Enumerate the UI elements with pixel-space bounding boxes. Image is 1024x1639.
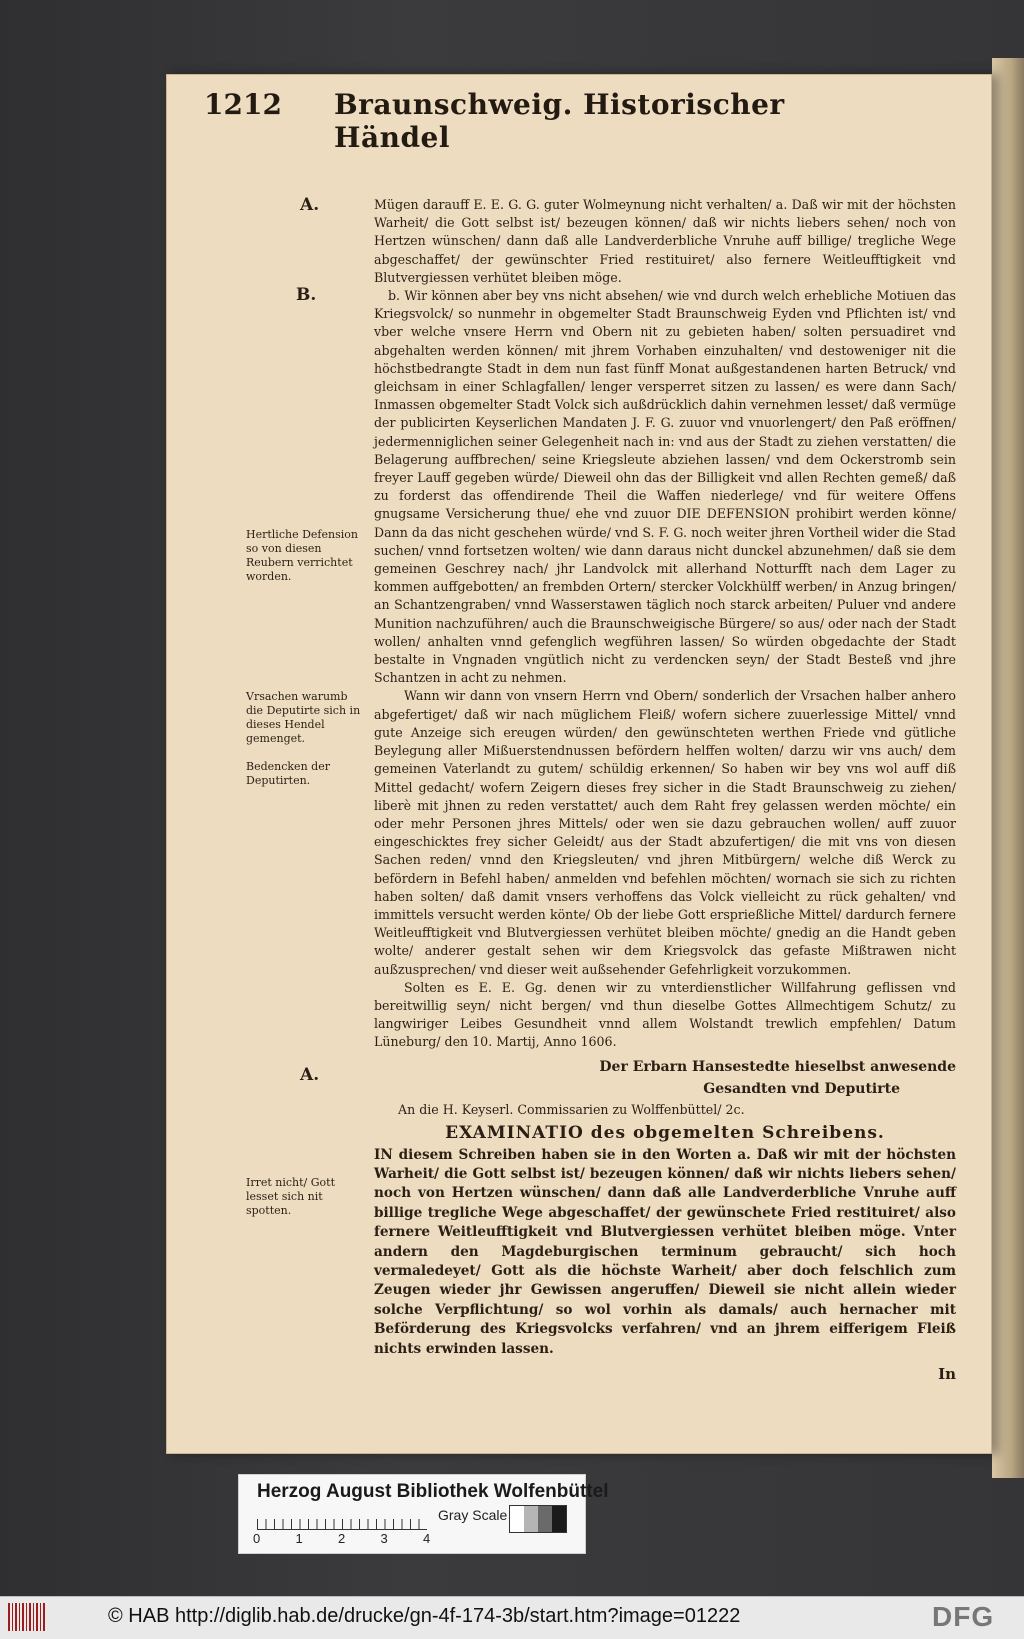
- examinatio-paragraph: IN diesem Schreiben haben sie in den Worten a. Daß wir mit der höchsten Warheit/ die Gott selbst ist/ bezeugen können/ daß wir nichts liebers sehen/ noch von Hertzen wünschen/ dann daß alle Landverderbliche Vnruhe auff billige tregliche Wege abgeschaffet/ der gewünschete Fried restituiret/ also fernere Weitleufftigkeit vnd Blutvergiessen verhütet bleiben möge. Vnter andern den Magdeburgischen terminum gebraucht/ sich hoch vermaledeyet/ Gott als die höchste Warheit/ aber doch felschlich zum Zeugen wieder jhr Gewissen angeruffen/ Dieweil sie nicht allein wieder solche Verpflichtung/ so wol vorhin als damals/ auch hernacher mit Beförderung des Kriegsvolcks verfahren/ vnd an jhrem eifferigem Fleiß nichts erwinden lassen.: [374, 1146, 956, 1357]
- section-title: EXAMINATIO des obgemelten Schreibens.: [445, 1122, 885, 1143]
- paragraph-wann: Wann wir dann von vnsern Herrn vnd Obern/ sonderlich der Vrsachen halber anhero abgefertiget/ daß wir nach müglichem Fleiß/ wofern sichere zuuerlessige Mittel/ vnnd gute Anzeige sich ereugen würden/ den gewünschteten werthen Friede vnd gütliche Beylegung aller Mißuerstendnussen befördern helffen wolten/ darzu wir vns auch/ dem gemeinen Vaterlandt zu gutem/ schüldig erkennen/ So haben wir bey vns wol auff diß Mittel gedacht/ wofern Zeigern dieses frey sicher in die Stadt Braunschweig zu ziehen/ liberè mit jhnen zu reden verstattet/ auch dem Raht frey gelassen werden möchte/ ein oder mehr Personen jhres Mittels/ oder wen sie dazu gebrauchen wollen/ auff zuuor eingeschicktes frey sicher Geleidt/ aus der Stadt abzufertigen/ die mit vns von diesen Sachen reden/ vnnd den Kriegsleuten/ vnd jhren Mitbürgern/ welche diß Werck zu befördern in Befehl haben/ anmelden vnd befehlen möchten/ wornach sie sich zu richten haben solten/ daß damit vnsers verhoffens das Volck vielleicht zu rück gehalten/ vnd immittels versucht werden könte/ Ob der liebe Gott ersprießliche Mittel/ dardurch fernere Weitleufftigkeit vnd Blutvergiessen verhütet bleiben möchte/ gnedig an die Handt geben wolte/ anderer gestalt sehen wir dem Kriegsvolck das gefaste Mißtrawen nicht außzusprechen/ vnd dieser weit außsehender Gefehrligkeit vorzukommen.: [374, 688, 956, 977]
- signature-line-2: Gesandten vnd Deputirte: [703, 1080, 900, 1097]
- dfg-logo: DFG: [932, 1601, 995, 1632]
- marginal-note-vrsachen: Vrsachen warumb die Deputirte sich in dieses Hendel gemenget.: [246, 690, 361, 745]
- running-head: Braunschweig. Historischer Händel: [334, 88, 785, 154]
- footer-bar: [0, 1596, 1024, 1639]
- main-text: [374, 196, 956, 1383]
- ruler-number: 1: [295, 1531, 303, 1546]
- marginal-note-defension: Hertliche Defension so von diesen Reubern verrichtet worden.: [246, 528, 358, 583]
- gray-swatch: [538, 1506, 552, 1532]
- catchword: In: [938, 1365, 956, 1384]
- signature-line-1: Der Erbarn Hansestedte hieselbst anwesende: [599, 1058, 956, 1075]
- paragraph-b: b. Wir können aber bey vns nicht absehen/ wie vnd durch welch erhebliche Motiuen das Kriegsvolck/ so nunmehr in obgemelter Stadt Braunschweig Eyden vnd Pflichten ist/ vnd vber welche vnsere Herrn vnd Obern nit zu gebieten haben/ solten persuadiret vnd abgehalten werden können/ mit jhrem Vorhaben einzuhalten/ vnd destoweniger nit die höchstbedrangte Stadt in dem nun fast fünff Monat außgestandenen harten Betruck/ vnd gleichsam in einer Schlagfallen/ lenger versperret sitzen zu lassen/ es were dann Sach/ Inmassen obgemelter Stadt Volck sich außdrücklich dahin vernehmen lesset/ daß vermüge der publicirten Keyserlichen Mandaten J. F. G. zuuor vnd vnuorlengert/ den Paß eröffnen/ jedermenniglichen seiner Gelegenheit nach in: vnd aus der Stadt zu ziehen verstatten/ die Belagerung auffbrechen/ seine Kriegsleute abziehen lassen/ vnd dem Ockerstromb sein freyer Lauff gegeben würde/ Dieweil ohn das der Billigkeit vnd allen Rechten gemeß/ daß zu forderst das offendirende Theil die Waffen niederlege/ vnd für weitere Offens gnugsame Versicherung thue/ ehe vnd zuuor DIE DEFENSION prohibirt werden könne/ Dann da das nicht geschehen würde/ vnd S. F. G. noch weiter jhren Vortheil wider die Stad suchen/ vnnd fortsetzen wolten/ wie dann daraus nicht dunckel abzunehmen/ daß sie dem gemeinen Geschrey nach/ jhr Landvolck mit allerhand Notturfft nach dem Lager zu kommen auffgebotten/ an frembden Ortern/ stercker Volckhülff werben/ in Anzug bringen/ an Schantzengraben/ vnnd Wasserstawen täglich noch starck arbeiten/ Puluer vnd andere Munition nachzuführen/ auch die Braunschweigische Bürgere/ so aus/ oder nach der Stadt wollen/ anhalten vnnd gefenglich wegführen lassen/ So würden obgedachte der Stadt bestalte in Vngnaden vngütlich nicht zu verdencken seyn/ der Stadt Besteß vnd jhre Schantzen in acht zu nehmen.: [374, 288, 956, 686]
- gray-swatch: [552, 1506, 566, 1532]
- paragraph-solten: Solten es E. E. Gg. denen wir zu vnterdienstlicher Willfahrung geflissen vnd bereitwillig seyn/ nicht bergen/ vnd thun dieselbe Gottes Allmechtigem Schutz/ zu langwiriger Leibes Gesundheit vnnd allem Wolstandt trewlich empfehlen/ Datum Lüneburg/ den 10. Martij, Anno 1606.: [374, 979, 956, 1050]
- scale-ruler: [257, 1513, 427, 1530]
- gray-swatch: [524, 1506, 538, 1532]
- ruler-number: 3: [380, 1531, 388, 1546]
- address-line: An die H. Keyserl. Commissarien zu Wolffenbüttel/ 2c.: [398, 1101, 745, 1117]
- page-header: [204, 88, 804, 154]
- gray-scale-label: Gray Scale: [438, 1507, 508, 1523]
- gray-scale-swatches: [509, 1505, 567, 1533]
- color-calibration-card: [238, 1474, 609, 1554]
- ruler-number: 0: [253, 1531, 261, 1546]
- marginal-note-bedencken: Bedencken der Deputirten.: [246, 760, 330, 787]
- next-page-edge: [992, 58, 1024, 1478]
- credit-link[interactable]: © HAB http://diglib.hab.de/drucke/gn-4f-174-3b/start.htm?image=01222: [108, 1605, 741, 1627]
- marginal-note-irret: Irret nicht/ Gott lesset sich nit spotten.: [246, 1176, 336, 1217]
- ruler-number: 4: [423, 1531, 431, 1546]
- gray-swatch: [510, 1506, 524, 1532]
- marginal-letter-b: B.: [296, 285, 317, 305]
- barcode-icon: [8, 1603, 46, 1631]
- ruler-numbers: [253, 1531, 466, 1546]
- ruler-number: 2: [338, 1531, 346, 1546]
- paragraph-a: Mügen darauff E. E. G. G. guter Wolmeynung nicht verhalten/ a. Daß wir mit der höchsten Warheit/ die Gott selbst ist/ bezeugen können/ daß wir nichts liebers sehen/ noch von Hertzen wünschen/ dann daß alle Landverderbliche Vnruhe auff billige/ tregliche Wege abgeschaffet/ der gewünschter Fried restituiret/ also fernere Weitleufftigkeit vnd Blutvergiessen verhütet bleiben möge.: [374, 197, 956, 285]
- page-number: 1212: [204, 88, 282, 121]
- library-name: Herzog August Bibliothek Wolfenbüttel: [257, 1481, 609, 1502]
- marginal-letter-a-second: A.: [300, 1065, 320, 1085]
- marginal-letter-a: A.: [300, 195, 320, 215]
